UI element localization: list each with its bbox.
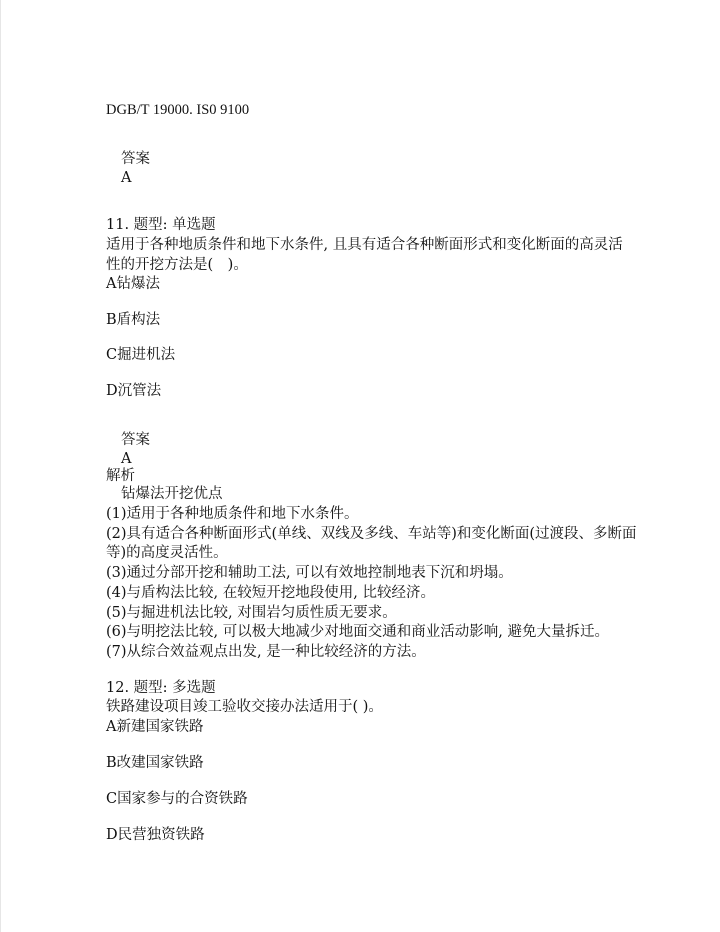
question-12-option-b: B改建国家铁路 bbox=[106, 755, 204, 771]
question-11-answer-label: 答案 bbox=[121, 432, 150, 448]
question-11-stem-line-1: 适用于各种地质条件和地下水条件, 且具有适合各种断面形式和变化断面的高灵活 bbox=[106, 237, 623, 253]
analysis-line: 等)的高度灵活性。 bbox=[106, 545, 228, 561]
question-12-heading: 12. 题型: 多选题 bbox=[106, 680, 216, 696]
question-11-answer-value: A bbox=[121, 451, 132, 467]
standard-reference: DGB/T 19000. IS0 9100 bbox=[106, 102, 250, 118]
question-12-option-c: C国家参与的合资铁路 bbox=[106, 791, 248, 807]
question-11-analysis-label: 解析 bbox=[106, 468, 135, 484]
analysis-line: (2)具有适合各种断面形式(单线、双线及多线、车站等)和变化断面(过渡段、多断面 bbox=[106, 526, 637, 542]
analysis-line: (1)适用于各种地质条件和地下水条件。 bbox=[106, 506, 359, 522]
answer-value: A bbox=[121, 170, 132, 186]
analysis-line: (3)通过分部开挖和辅助工法, 可以有效地控制地表下沉和坍塌。 bbox=[106, 565, 513, 581]
question-11-analysis-title: 钻爆法开挖优点 bbox=[121, 486, 223, 502]
question-11-option-c: C掘进机法 bbox=[106, 347, 176, 363]
analysis-line: (7)从综合效益观点出发, 是一种比较经济的方法。 bbox=[106, 644, 426, 660]
question-11-heading: 11. 题型: 单选题 bbox=[106, 217, 216, 233]
question-12-option-a: A新建国家铁路 bbox=[106, 719, 204, 735]
question-11-option-d: D沉管法 bbox=[106, 383, 162, 399]
question-11-stem-line-2: 性的开挖方法是( )。 bbox=[106, 257, 248, 273]
answer-label: 答案 bbox=[121, 151, 150, 167]
analysis-line: (4)与盾构法比较, 在较短开挖地段使用, 比较经济。 bbox=[106, 585, 435, 601]
analysis-line: (6)与明挖法比较, 可以极大地减少对地面交通和商业活动影响, 避免大量拆迁。 bbox=[106, 624, 609, 640]
analysis-line: (5)与掘进机法比较, 对围岩匀质性质无要求。 bbox=[106, 605, 397, 621]
question-11-option-b: B盾构法 bbox=[106, 312, 161, 328]
question-12-stem-line-1: 铁路建设项目竣工验收交接办法适用于( )。 bbox=[106, 699, 383, 715]
question-11-option-a: A钻爆法 bbox=[106, 276, 160, 292]
question-12-option-d: D民营独资铁路 bbox=[106, 827, 205, 843]
